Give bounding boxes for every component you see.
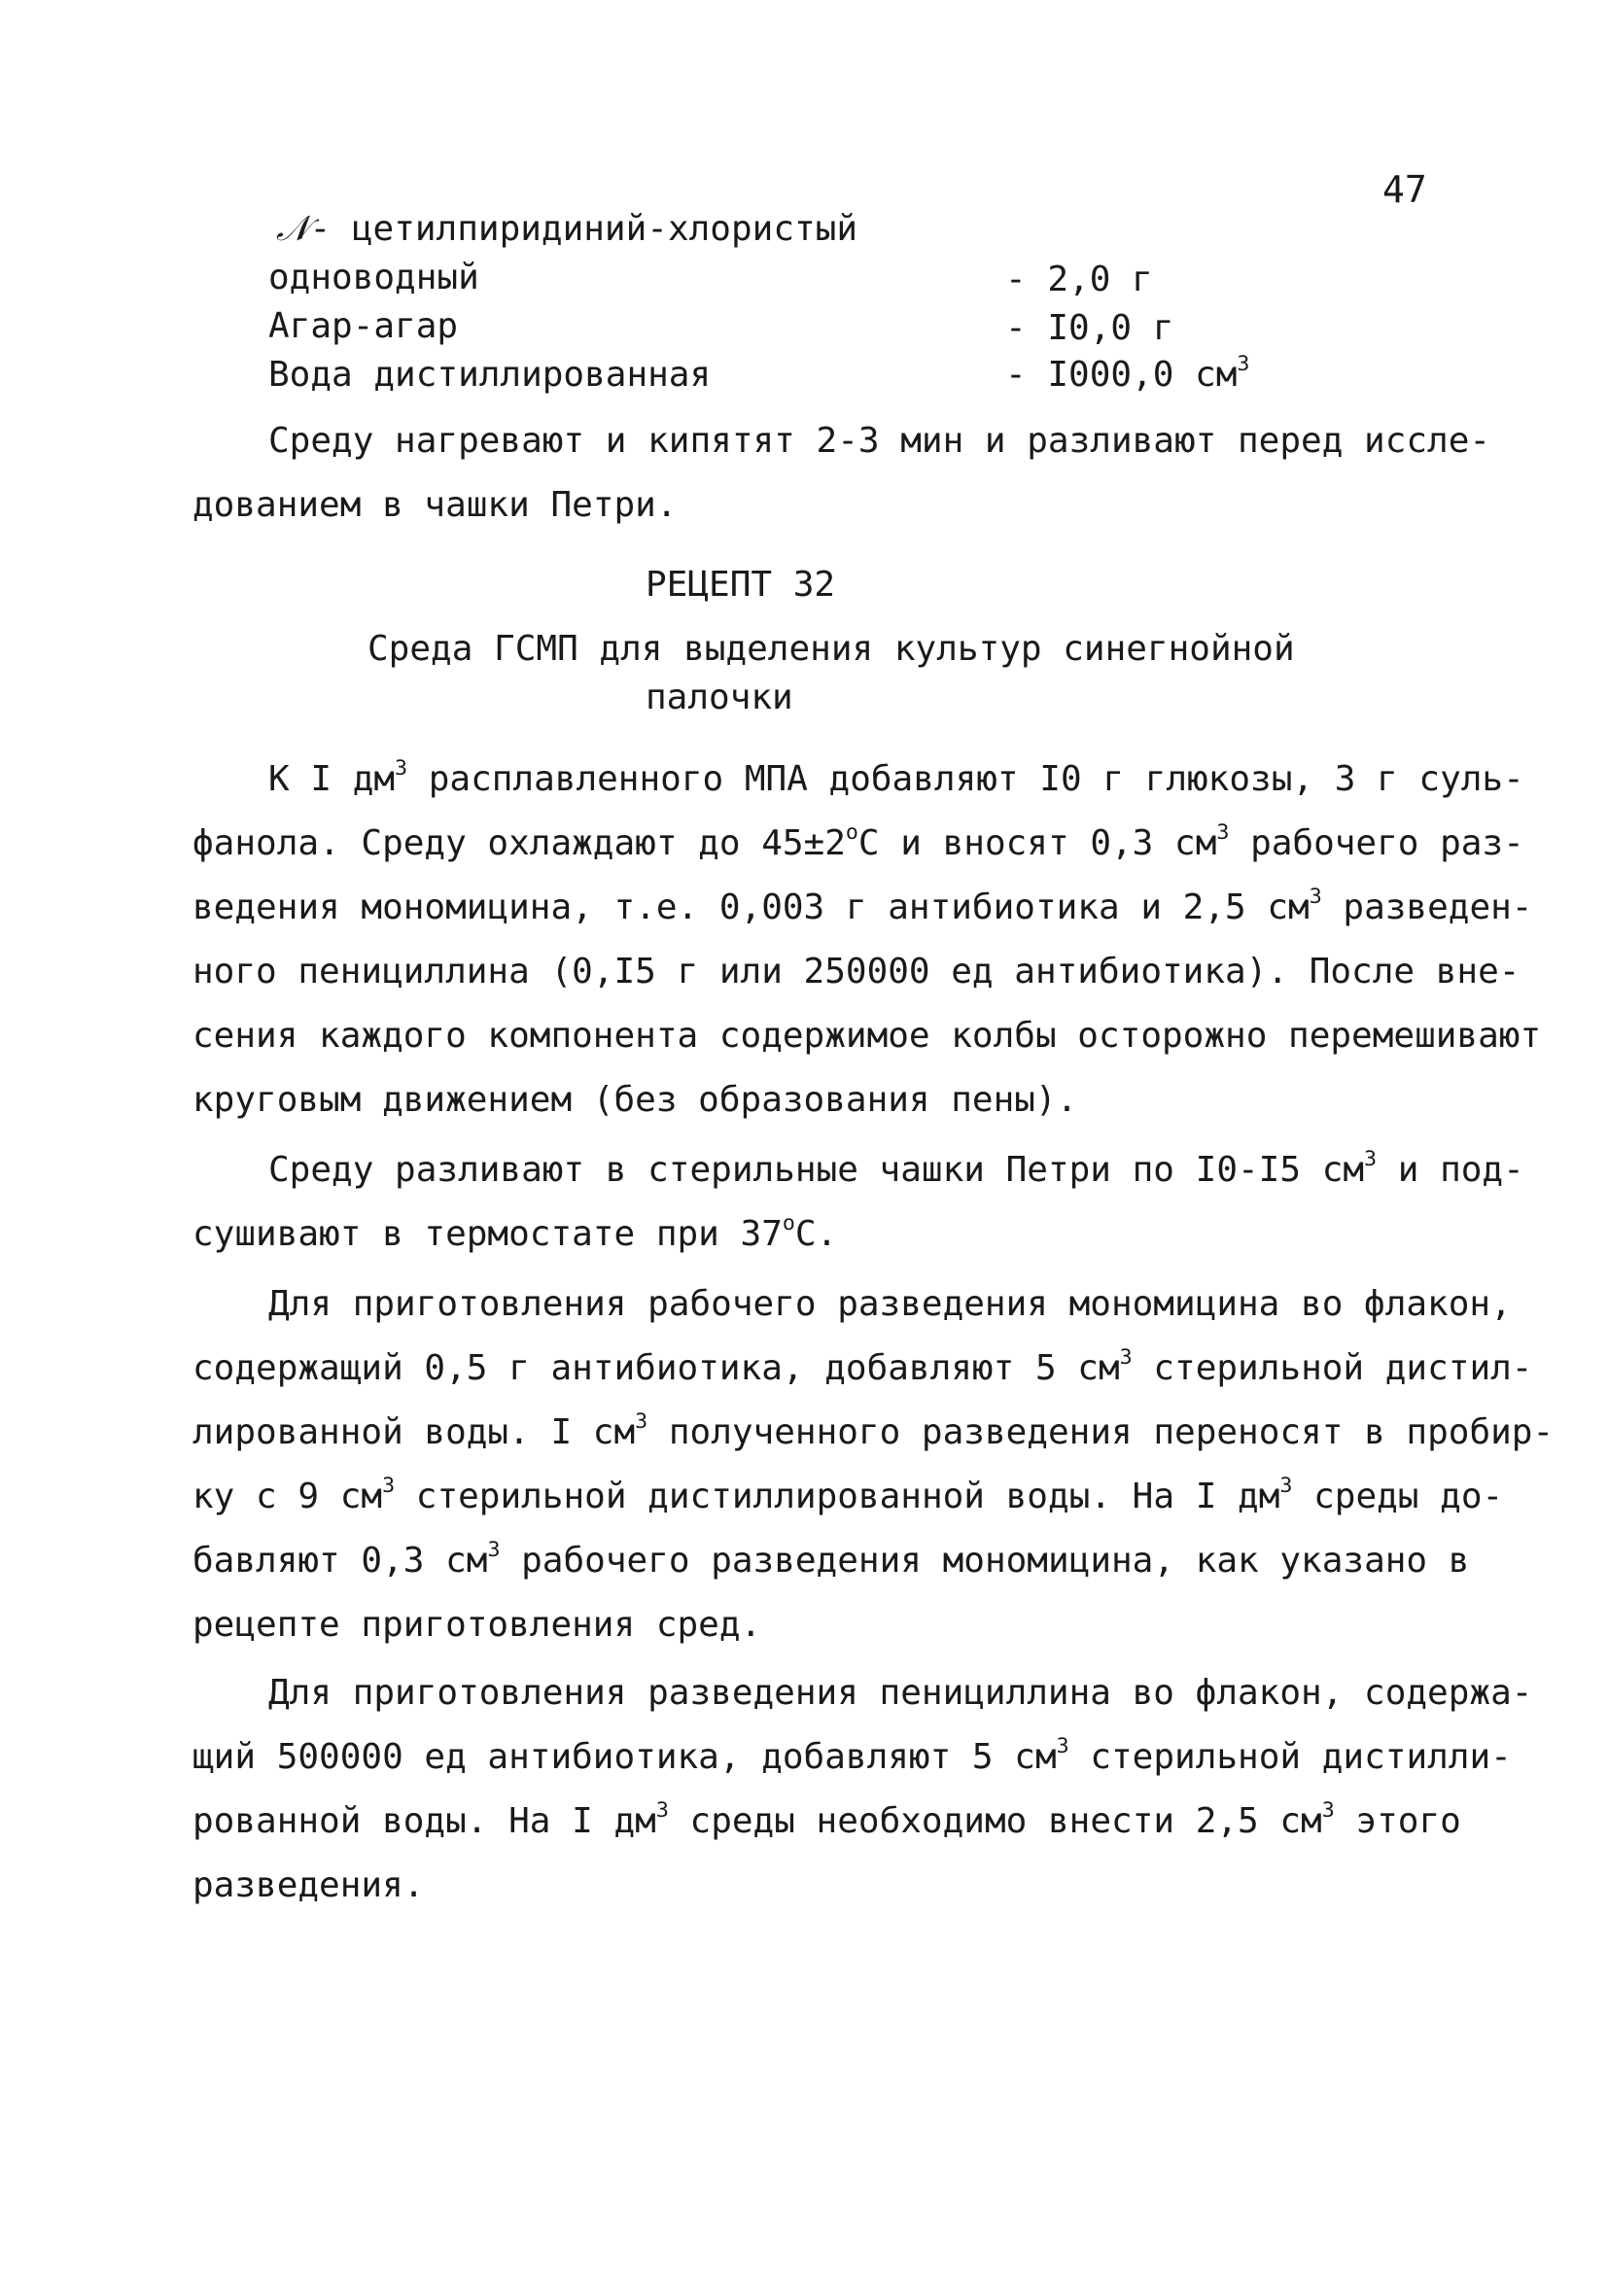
- paragraph-line: содержащий 0,5 г антибиотика, добавляют 5 $см^3$ стерильной дистил-: [192, 1344, 1533, 1388]
- ingredient-line-1: [276, 209, 858, 249]
- page-number: 47: [1382, 168, 1427, 211]
- ingredient-name: одноводный: [268, 258, 479, 297]
- paragraph-line: Среду нагревают и кипятят 2-3 мин и разливают перед иссле-: [268, 421, 1491, 461]
- paragraph-line: Для приготовления разведения пенициллина во флакон, содержа-: [268, 1673, 1533, 1713]
- paragraph-line: разведения.: [192, 1865, 425, 1905]
- ingredient-amount: - I000,0 $см^3$: [1005, 351, 1250, 395]
- paragraph-line: рецепте приготовления сред.: [192, 1605, 762, 1645]
- paragraph-line: круговым движением (без образования пены).: [192, 1080, 1078, 1120]
- ingredient-name: Вода дистиллированная: [268, 355, 712, 395]
- paragraph-line: К I $дм^3$ расплавленного МПА добавляют I0 г глюкозы, 3 г суль-: [268, 755, 1524, 799]
- paragraph-line: Среду разливают в стерильные чашки Петри по I0-I5 $см^3$ и под-: [268, 1146, 1524, 1190]
- paragraph-line: бавляют 0,3 $см^3$ рабочего разведения мономицина, как указано в: [192, 1537, 1470, 1581]
- ingredient-amount: - I0,0 г: [1005, 308, 1174, 348]
- ingredient-text: - цетилпиридиний-хлористый: [309, 209, 858, 249]
- paragraph-line: сения каждого компонента содержимое колбы осторожно перемешивают: [192, 1016, 1542, 1056]
- recipe-heading: РЕЦЕПТ 32: [646, 565, 836, 605]
- paragraph-line: ного пенициллина (0,I5 г или 250000 ед антибиотика). После вне-: [192, 952, 1521, 991]
- paragraph-line: рованной воды. На I $дм^3$ среды необходимо внести 2,5 $см^3$ этого: [192, 1797, 1461, 1841]
- ingredient-amount: - 2,0 г: [1005, 260, 1153, 299]
- recipe-subtitle: палочки: [646, 678, 793, 717]
- paragraph-line: Для приготовления рабочего разведения мономицина во флакон,: [268, 1284, 1512, 1324]
- paragraph-line: сушивают в термостате при $37^оС$.: [192, 1210, 838, 1254]
- paragraph-line: лированной воды. I $см^3$ полученного разведения переносят в пробир-: [192, 1409, 1555, 1452]
- ingredient-name: Агар-агар: [268, 306, 459, 346]
- recipe-subtitle: Среда ГСМП для выделения культур синегнойной: [367, 629, 1295, 669]
- paragraph-line: фанола. Среду охлаждают до $45\pm 2^оС$ и вносят 0,3 $см^3$ рабочего раз-: [192, 819, 1524, 863]
- paragraph-line: ку с 9 $см^3$ стерильной дистиллированной воды. На I $дм^3$ среды до-: [192, 1473, 1504, 1516]
- paragraph-line: дованием в чашки Петри.: [192, 485, 678, 525]
- n-symbol-icon: 𝒩: [276, 209, 310, 249]
- paragraph-line: ведения мономицина, т.е. 0,003 г антибиотика и 2,5 $см^3$ разведен-: [192, 884, 1533, 927]
- paragraph-line: щий 500000 ед антибиотика, добавляют 5 $см^3$ стерильной дистилли-: [192, 1733, 1512, 1777]
